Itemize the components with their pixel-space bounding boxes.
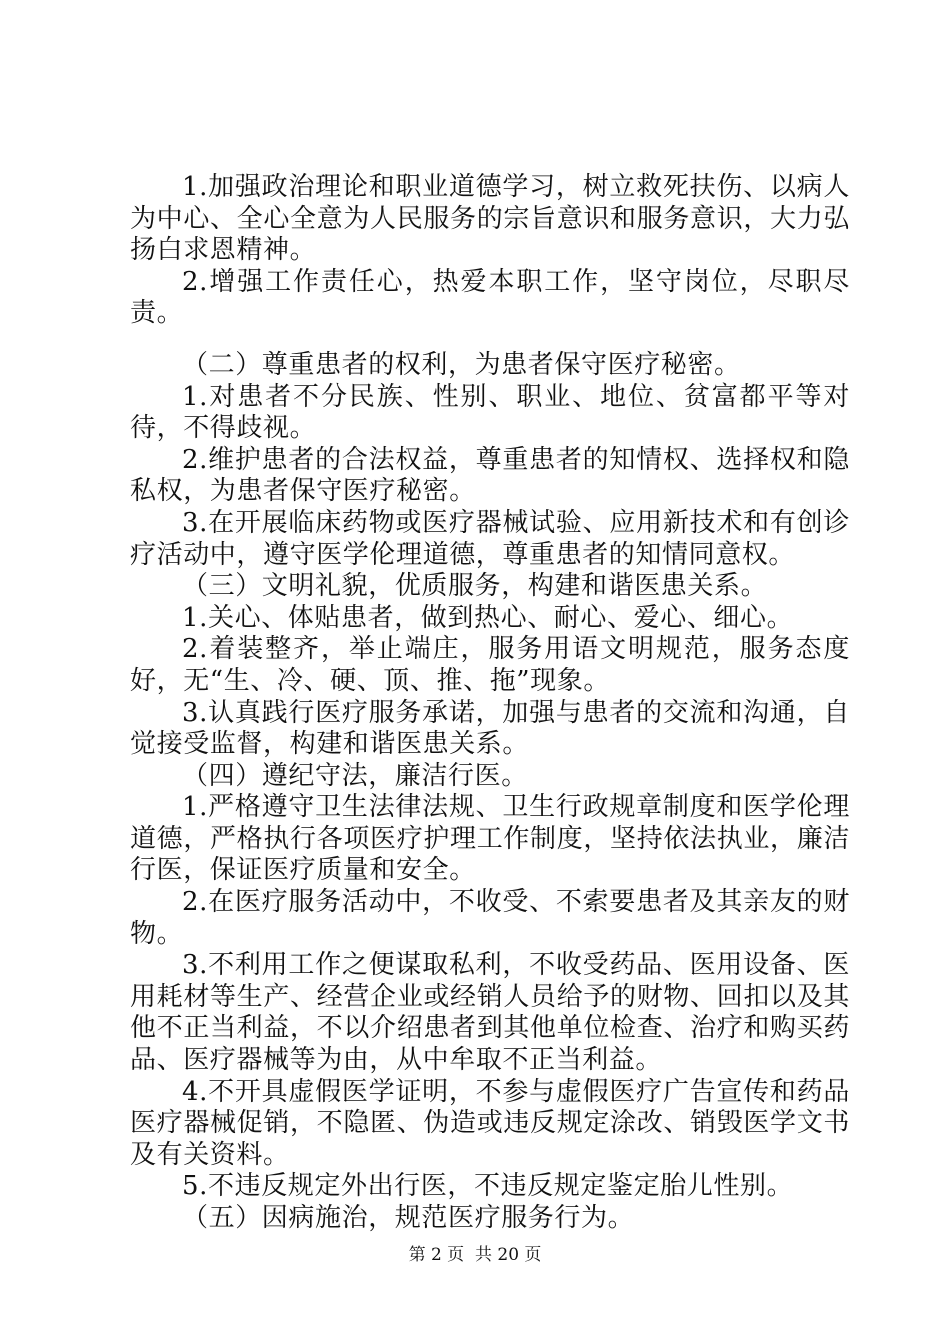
- paragraph: 5.不违反规定外出行医，不违反规定鉴定胎儿性别。: [182, 1171, 794, 1202]
- paragraph: 2.增强工作责任心，热爱本职工作，坚守岗位，尽职尽责。: [130, 266, 850, 329]
- section-heading: （四）遵纪守法，廉洁行医。: [182, 760, 528, 791]
- paragraph: 1.关心、体贴患者，做到热心、耐心、爱心、细心。: [182, 602, 794, 633]
- paragraph: 4.不开具虚假医学证明，不参与虚假医疗广告宣传和药品医疗器械促销，不隐匿、伪造或违反规定涂改、销毁医学文书及有关资料。: [130, 1076, 850, 1170]
- paragraph: 3.不利用工作之便谋取私利，不收受药品、医用设备、医用耗材等生产、经营企业或经销人员给予的财物、回扣以及其他不正当利益，不以介绍患者到其他单位检查、治疗和购买药品、医疗器械等为由，从中牟取不正当利益。: [130, 950, 850, 1076]
- section-heading: （三）文明礼貌，优质服务，构建和谐医患关系。: [182, 571, 768, 602]
- paragraph: 1.加强政治理论和职业道德学习，树立救死扶伤、以病人为中心、全心全意为人民服务的宗旨意识和服务意识，大力弘扬白求恩精神。: [130, 172, 850, 266]
- page-footer: [0, 1244, 950, 1266]
- page-number: 第 2 页 共 20 页: [408, 1245, 542, 1265]
- paragraph: 3.认真践行医疗服务承诺，加强与患者的交流和沟通，自觉接受监督，构建和谐医患关系。: [130, 697, 850, 760]
- section-heading: （五）因病施治，规范医疗服务行为。: [182, 1203, 635, 1233]
- paragraph: 1.对患者不分民族、性别、职业、地位、贫富都平等对待，不得歧视。: [130, 381, 850, 444]
- paragraph: 2.维护患者的合法权益，尊重患者的知情权、选择权和隐私权，为患者保守医疗秘密。: [130, 444, 850, 507]
- paragraph: 2.着装整齐，举止端庄，服务用语文明规范，服务态度好，无“生、冷、硬、顶、推、拖”现象。: [130, 634, 850, 696]
- paragraph: 2.在医疗服务活动中，不收受、不索要患者及其亲友的财物。: [130, 887, 850, 949]
- paragraph: 1.严格遵守卫生法律法规、卫生行政规章制度和医学伦理道德，严格执行各项医疗护理工作制度，坚持依法执业，廉洁行医，保证医疗质量和安全。: [130, 792, 850, 886]
- paragraph: 3.在开展临床药物或医疗器械试验、应用新技术和有创诊疗活动中，遵守医学伦理道德，尊重患者的知情同意权。: [130, 507, 850, 570]
- section-heading: （二）尊重患者的权利，为患者保守医疗秘密。: [182, 349, 741, 380]
- document-body: [130, 172, 850, 1235]
